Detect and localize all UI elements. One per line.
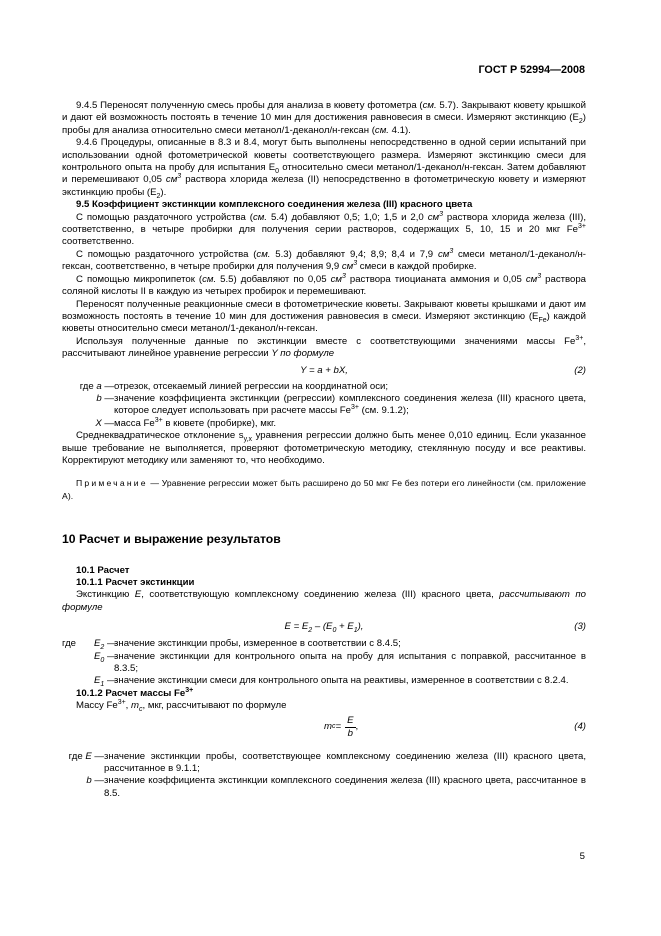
paragraph-9-5-5: Используя полученные данные по экстинкции вместе с соответствующими значениями массы $Fe^{3+}$, рассчитывают линейное уравнение регрессии Y по формуле [62, 334, 586, 360]
formula-4-expression: m c = $\frac{E}{b}$ , [324, 714, 359, 739]
paragraph-10-1-1: Экстинкцию E, соответствующую комплексному соединению железа (III) красного цвета, рассчитывают по формуле [62, 589, 586, 613]
section-10-1-2-title: 10.1.2 Расчет массы $Fe^{3+}$ [76, 686, 194, 699]
formula-2-expression: Y = a + bX, [300, 364, 348, 376]
paragraph-9-5-4: Переносят полученные реакционные смеси в фотометрические кюветы. Закрывают кюветы крышками и дают им возможность постоять в течение 10 мин для достижения равновесия в смеси. Измеряют экстинкцию $(E_{Fe})$ каждой кюветы относительно смеси метанол/1-деканол/н-гексан. [62, 298, 586, 335]
paragraph-9-5-3: С помощью микропипеток (см. 5.5) добавляют по 0,05 $см^3$ раствора тиоцианата аммония и 0,05 $см^3$ раствора соляной кислоты II в каждую из четырех пробирок и перемешивают. [62, 272, 587, 298]
definition-x: X — масса $Fe^{3+}$ в кювете (пробирке), мкг. [95, 416, 277, 429]
section-10-1-title: 10.1 Расчет [76, 564, 130, 576]
formula-2-number: (2) [574, 364, 586, 376]
page-number: 5 [579, 851, 585, 862]
paragraph-9-5-2: С помощью раздаточного устройства (см. 5.3) добавляют 9,4; 8,9; 8,4 и 7,9 $см^3$ смеси метанол/1-деканол/н-гексан, соответственно, в четыре пробирки для получения 9,9 $см^3$ смеси в каждой пробирке. [62, 247, 586, 273]
document-body [62, 100, 586, 800]
definition-a: где a — отрезок, отсекаемый линией регрессии на координатной оси; [79, 380, 389, 392]
note: Примечание — Уравнение регрессии может быть расширено до 50 мкг Fe без потери его линейности (см. приложение А). [62, 478, 586, 501]
definition-e: где E — значение экстинкции пробы, соответствующее комплексному соединению железа (III) красного цвета, рассчитанное в 9.1.1; [68, 750, 586, 775]
paragraph-9-4-5: 9.4.5 Переносят полученную смесь пробы для анализа в кювету фотометра (см. 5.7). Закрывают кювету крышкой и дают ей возможность постоять в течение 10 мин для достижения равновесия в смеси. Измеряют экстинкцию $(E_2)$ пробы для анализа относительно смеси метанол/1-деканол/н-гексан (см. 4.1). [62, 100, 586, 136]
definition-b: b — значение коэффициента экстинкции (регрессии) комплексного соединения железа (III) красного цвета, которое следует использовать при расчете массы $Fe^{3+}$ (см. 9.1.2); [96, 392, 586, 417]
paragraph-9-4-6: 9.4.6 Процедуры, описанные в 8.3 и 8.4, могут быть выполнены непосредственно в одной серии испытаний при использовании одной фотометрической кюветы соответствующего размера. Измеряют экстинкцию смеси для контрольного опыта на пробу для испытания $E_0$ относительно смеси метанол/1-деканол/н-гексан. Затем добавляют и перемешивают 0,05 $см^3$ раствора хлорида железа (II) непосредственно в фотометрическую кювету и измеряют экстинкцию пробы $(E_2)$. [62, 137, 587, 200]
definition-b-coef: b — значение коэффициента экстинкции комплексного соединения железа (III) красного цвета, рассчитанное в 8.5. [86, 775, 586, 799]
document-header: ГОСТ Р 52994—2008 [478, 64, 585, 76]
paragraph-9-5-1: С помощью раздаточного устройства (см. 5.4) добавляют 0,5; 1,0; 1,5 и 2,0 $см^3$ раствора хлорида железа (III), соответственно, в четыре пробирки для получения серии растворов, содержащих 5, 10, 15 и 20 мкг $Fe^{3+}$ соответственно. [62, 210, 586, 248]
formula-3 [62, 615, 586, 637]
paragraph-10-1-2: Массу $Fe^{3+}$, $m_c$, мкг, рассчитывают по формуле [76, 699, 287, 714]
definition-e1: $E_1$ — значение экстинкции смеси для контрольного опыта на реактивы, измеренное в соответствии с 8.2.4. [94, 675, 569, 689]
formula-4 [62, 715, 586, 749]
section-10-title: 10 Расчет и выражение результатов [62, 532, 281, 547]
definition-e2: где $E_2$ — значение экстинкции пробы, измеренное в соответствии с 8.4.5; [62, 638, 401, 652]
paragraph-9-5-6: Среднеквадратическое отклонение $s_{y,x}$ уравнения регрессии должно быть менее 0,010 единиц. Если указанное выше требование не выполняется, проверяют фотометрическую методику, стеклянную посуду и все реактивы. Корректируют методику или заменяют то, что необходимо. [62, 430, 586, 466]
section-10-1-1-title: 10.1.1 Расчет экстинкции [76, 577, 195, 588]
definition-e0: $E_0$ — значение экстинкции для контрольного опыта на пробу для испытания с поправкой, рассчитанное в 8.3.5; [94, 650, 586, 675]
formula-2 [62, 362, 586, 380]
formula-3-expression: $E = E_2 - (E_0 + E_1)$, [284, 621, 364, 635]
section-9-5-title: 9.5 Коэффициент экстинкции комплексного соединения железа (III) красного цвета [76, 199, 473, 211]
formula-4-number: (4) [574, 720, 586, 732]
formula-4-fraction: $\frac{E}{b}$ [347, 714, 354, 739]
formula-3-number: (3) [574, 621, 586, 633]
